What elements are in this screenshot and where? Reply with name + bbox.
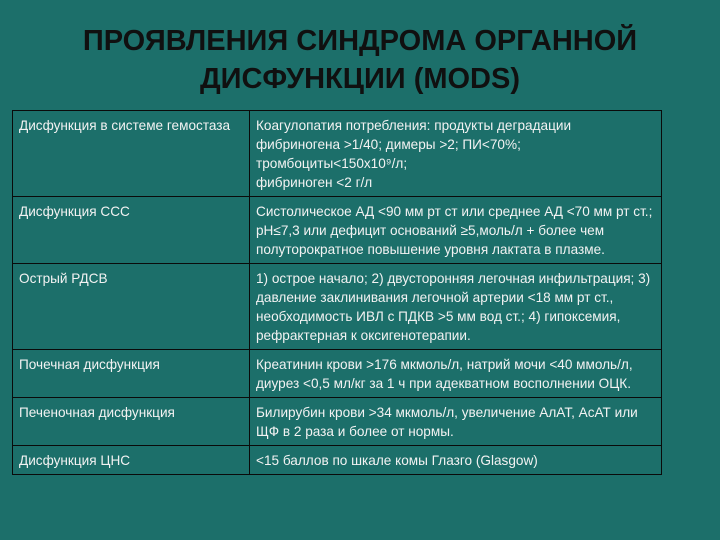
system-cell: Печеночная дисфункция [13, 398, 250, 446]
system-cell: Острый РДСВ [13, 264, 250, 350]
criteria-cell: Систолическое АД <90 мм рт ст или среднее АД <70 мм рт ст.; рН≤7,3 или дефицит оснований ≥5,моль/л + более чем полуторократное повышение уровня лактата в плазме. [250, 197, 662, 264]
table-row-renal [13, 350, 662, 398]
criteria-cell: Билирубин крови >34 мкмоль/л, увеличение АлАТ, АсАТ или ЩФ в 2 раза и более от нормы. [250, 398, 662, 446]
system-cell: Дисфункция в системе гемостаза [13, 111, 250, 197]
mods-criteria-table [12, 110, 662, 475]
system-cell: Дисфункция ЦНС [13, 446, 250, 475]
table-row-cardiovascular [13, 197, 662, 264]
slide-title [0, 22, 720, 98]
criteria-cell: <15 баллов по шкале комы Глазго (Glasgow) [250, 446, 662, 475]
table-row-hemostasis [13, 111, 662, 197]
system-cell: Почечная дисфункция [13, 350, 250, 398]
slide-title-line-2: ДИСФУНКЦИИ (MODS) [199, 63, 521, 95]
table-row-cns [13, 446, 662, 475]
criteria-cell: 1) острое начало; 2) двусторонняя легочная инфильтрация; 3) давление заклинивания легочной артерии <18 мм рт ст., необходимость ИВЛ с ПДКВ >5 мм вод ст.; 4) гипоксемия, рефрактерная к оксигенотерапии. [250, 264, 662, 350]
system-cell: Дисфункция ССС [13, 197, 250, 264]
table-row-hepatic [13, 398, 662, 446]
criteria-cell: Коагулопатия потребления: продукты деградации фибриногена >1/40; димеры >2; ПИ<70%; тромбоциты<150x10⁹/л; фибриноген <2 г/л [250, 111, 662, 197]
criteria-cell: Креатинин крови >176 мкмоль/л, натрий мочи <40 ммоль/л, диурез <0,5 мл/кг за 1 ч при адекватном восполнении ОЦК. [250, 350, 662, 398]
table-row-ards [13, 264, 662, 350]
slide-title-line-1: ПРОЯВЛЕНИЯ СИНДРОМА ОРГАННОЙ [82, 25, 638, 57]
